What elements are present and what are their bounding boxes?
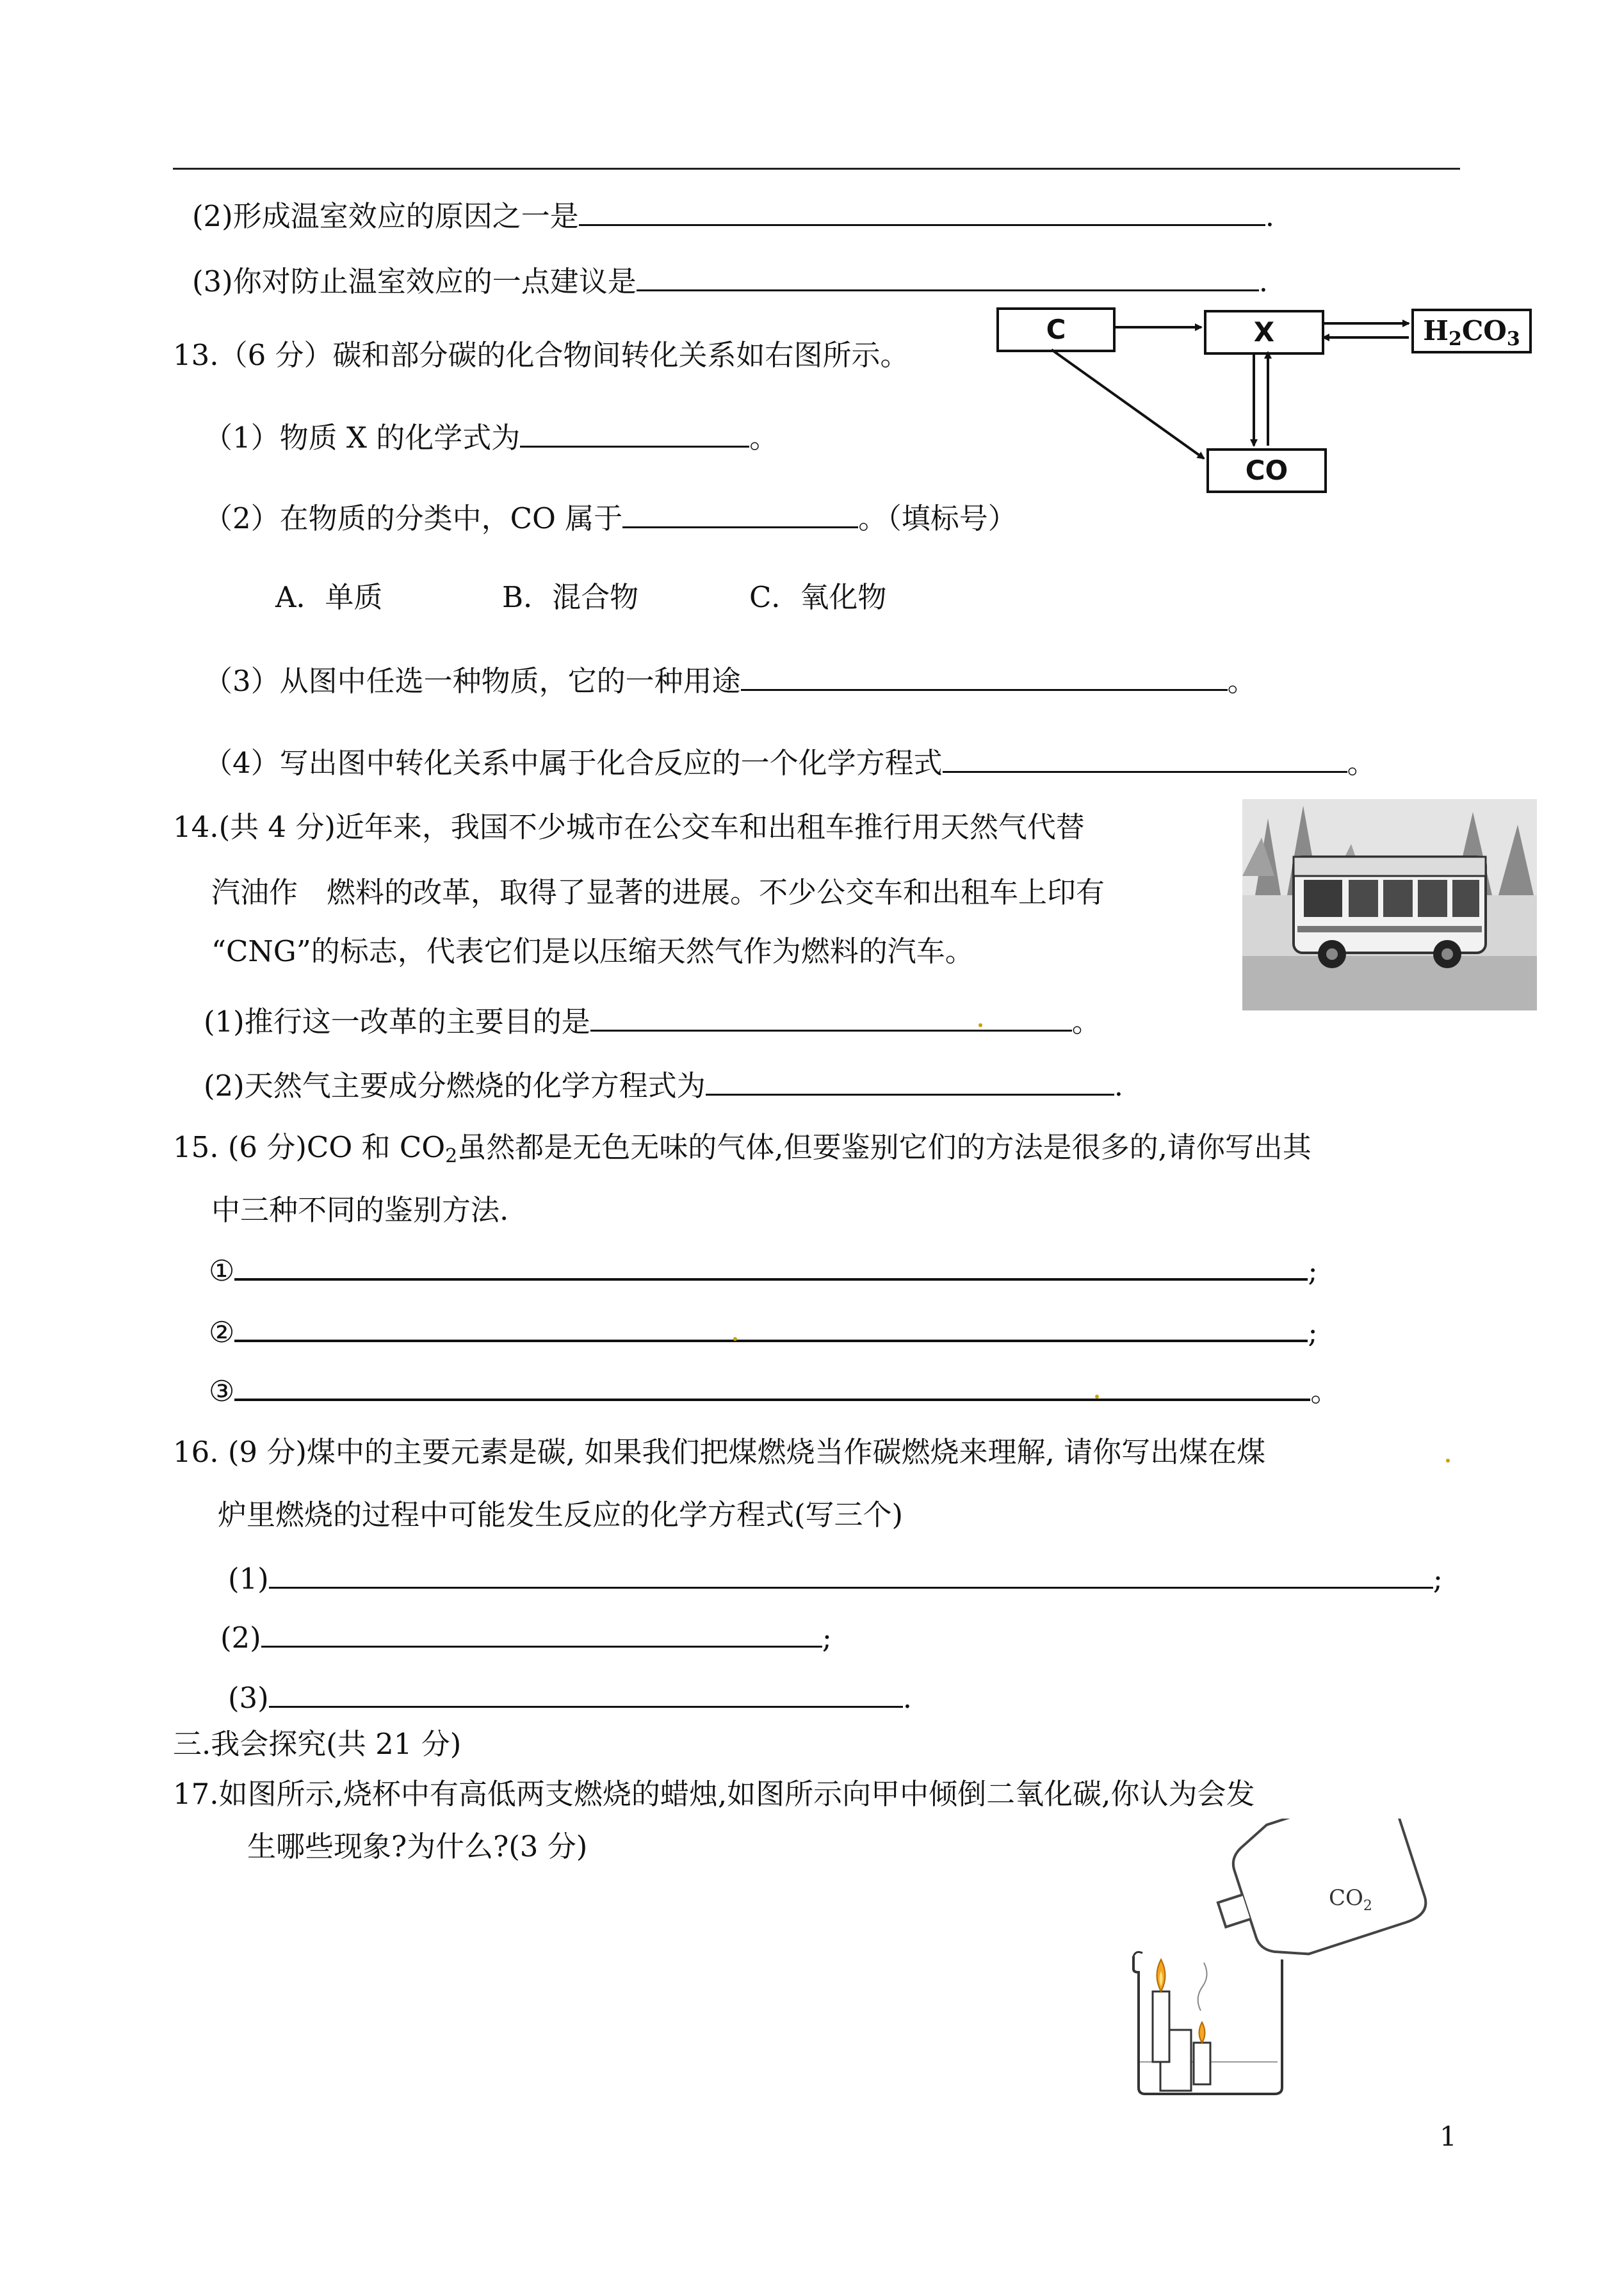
q14-stem-line1: 14.(共 4 分)近年来，我国不少城市在公交车和出租车推行用天然气代替 <box>173 810 1085 844</box>
co2-pouring-illustration <box>1114 1819 1473 2100</box>
q15-item-1: ① ; <box>209 1250 1318 1290</box>
q16-item-2: (2) ; <box>220 1618 832 1657</box>
stray-mark <box>733 1337 737 1341</box>
q14-part2: (2)天然气主要成分燃烧的化学方程式为 . <box>204 1066 1123 1105</box>
answer-blank[interactable] <box>269 1559 1433 1589</box>
tall-candle <box>1153 1991 1169 2062</box>
short-candle-flame <box>1199 2022 1205 2043</box>
q17-stem-line1: 17.如图所示,烧杯中有高低两支燃烧的蜡烛,如图所示向甲中倾倒二氧化碳,你认为会发 <box>173 1777 1255 1811</box>
co2-bottle <box>1199 1819 1430 1975</box>
answer-blank[interactable] <box>741 661 1228 691</box>
q14-stem-line2: 汽油作 燃料的改革，取得了显著的进展。不少公交车和出租车上印有 <box>211 875 1105 909</box>
answer-blank[interactable] <box>234 1311 1308 1342</box>
section3-title: 三.我会探究(共 21 分) <box>173 1727 462 1761</box>
co2-label: $CO_2$ <box>1329 1885 1372 1914</box>
q13-stem: 13.（6 分）碳和部分碳的化合物间转化关系如右图所示。 <box>173 338 909 372</box>
q15-stem-line2: 中三种不同的鉴别方法. <box>211 1193 509 1227</box>
answer-blank[interactable] <box>269 1678 903 1708</box>
stray-mark <box>978 1023 982 1027</box>
diagram-node-h2co3: $H_2CO_3$ <box>1411 309 1532 353</box>
q15-stem-line1: 15. (6 分)CO 和 $CO_2$虽然都是无色无味的气体,但要鉴别它们的方法是很多的,请你写出其 <box>173 1130 1311 1167</box>
q15-item-2: ② ; <box>209 1311 1318 1352</box>
q16-item-1: (1) ; <box>228 1559 1443 1598</box>
q13-option-b: B．混合物 <box>502 580 639 614</box>
answer-blank[interactable] <box>261 1618 822 1648</box>
q16-stem-line1: 16. (9 分)煤中的主要元素是碳, 如果我们把煤燃烧当作碳燃烧来理解, 请你写出煤在煤 <box>173 1435 1266 1469</box>
bus-picture <box>1242 799 1537 1010</box>
answer-blank[interactable] <box>234 1370 1310 1401</box>
q15-item-3: ③ 。 <box>209 1370 1339 1411</box>
answer-blank[interactable] <box>520 418 749 448</box>
short-candle <box>1194 2043 1210 2084</box>
diagram-node-c: C <box>996 307 1116 352</box>
arrow-c-to-co <box>1052 350 1204 458</box>
stray-mark <box>1446 1459 1450 1463</box>
q16-item-3: (3) . <box>228 1678 912 1717</box>
q13-part2: （2）在物质的分类中，CO 属于 。（填标号） <box>204 498 1017 538</box>
q17-stem-line2: 生哪些现象?为什么?(3 分) <box>247 1829 588 1863</box>
stray-mark <box>1095 1395 1099 1399</box>
q13-option-c: C．氧化物 <box>749 580 887 614</box>
q14-part1: (1)推行这一改革的主要目的是 。 <box>204 1002 1101 1041</box>
answer-blank[interactable] <box>706 1066 1114 1096</box>
answer-blank[interactable] <box>590 1002 1072 1032</box>
q14-stem-line3: “CNG”的标志，代表它们是以压缩天然气作为燃料的汽车。 <box>211 934 974 968</box>
answer-blank[interactable] <box>943 743 1347 773</box>
page-number: 1 <box>1440 2121 1457 2152</box>
diagram-node-x: X <box>1204 310 1324 355</box>
q12-part3: (3)你对防止温室效应的一点建议是 . <box>192 261 1268 301</box>
bus-photo <box>1242 799 1537 1010</box>
q12-part2: (2)形成温室效应的原因之一是 . <box>192 196 1274 236</box>
answer-blank[interactable] <box>622 498 858 528</box>
answer-blank[interactable] <box>234 1250 1308 1281</box>
q13-part1: （1）物质 X 的化学式为 。 <box>204 418 778 457</box>
q13-part3: （3）从图中任选一种物质，它的一种用途 。 <box>204 661 1256 701</box>
q13-part4: （4）写出图中转化关系中属于化合反应的一个化学方程式 。 <box>204 743 1376 783</box>
q13-option-a: A．单质 <box>275 580 383 614</box>
diagram-node-co: CO <box>1206 448 1327 493</box>
q16-stem-line2: 炉里燃烧的过程中可能发生反应的化学方程式(写三个) <box>218 1498 904 1532</box>
